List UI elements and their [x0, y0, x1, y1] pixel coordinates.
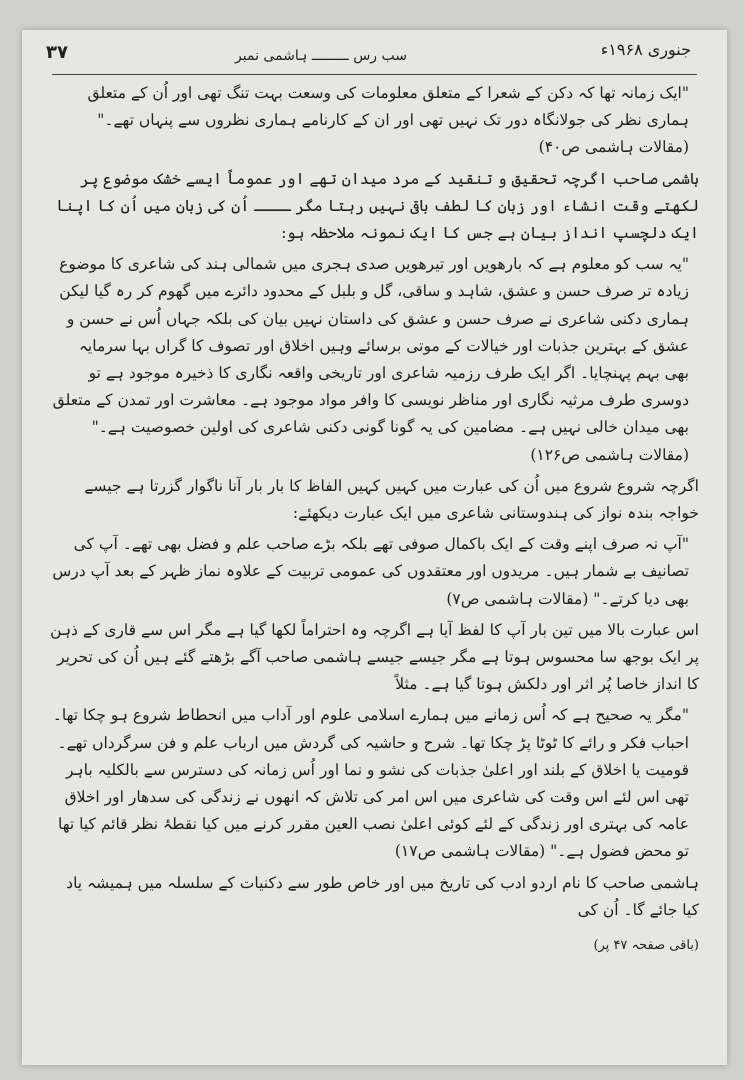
body-paragraph: اگرچہ شروع شروع میں اُن کی عبارت میں کہیں کہیں الفاظ کا بار بار آنا ناگوار گزرتا ہے جیسے خواجہ بندہ نواز کی ہندوستانی شاعری میں ایک عبارت دیکھئے: [84, 476, 699, 523]
document-page [22, 30, 727, 1065]
body-paragraph: اس عبارت بالا میں تین بار آپ کا لفظ آیا ہے اگرچہ وہ احتراماً لکھا گیا ہے مگر اس سے قاری کے ذہن پر ایک بوجھ سا محسوس ہوتا ہے مگر جیسے جیسے ہاشمی صاحب آگے بڑھتے گئے ہیں اُن کی تحریر کا انداز خاصا پُر اثر اور دلکش ہوتا گیا ہے۔ مثلاً [50, 620, 699, 694]
issue-date: جنوری ۱۹۶۸ء [600, 40, 691, 59]
journal-name: سب رس [353, 48, 407, 64]
body-paragraph: ہاشمی صاحب کا نام اردو ادب کی تاریخ میں اور خاص طور سے دکنیات کے سلسلہ میں ہمیشہ یاد کیا جائے گا۔ اُن کی [66, 873, 699, 919]
page-header [22, 40, 727, 72]
continued-note: (باقی صفحہ ۴۷ پر) [593, 938, 699, 954]
quote-paragraph: "ایک زمانہ تھا کہ دکن کے شعرا کے متعلق معلومات کی وسعت بہت تنگ تھی اور اُن کے متعلق ہماری نظر کی جولانگاہ دور تک نہیں تھی اور ان کے کارنامے ہماری نظروں سے پنہاں تھے۔" (مقالات ہاشمی ص۴۰) [87, 84, 689, 157]
page-number: ۳۷ [46, 42, 68, 63]
quote-paragraph: "آپ نہ صرف اپنے وقت کے ایک باکمال صوفی تھے بلکہ بڑے صاحب علم و فضل بھی تھے۔ آپ کی تصانیف بے شمار ہیں۔ مریدوں اور معتقدوں کی عمومی تربیت کے علاوہ نماز ظہر کے بعد آپ درس بھی دیا کرتے۔" (مقالات ہاشمی ص۷) [52, 535, 689, 608]
issue-name: ہاشمی نمبر [235, 48, 308, 64]
body-paragraph: ہاشمی صاحب اگرچہ تحقیق و تنقید کے مرد میدان تھے اور عموماً ایسے خشک موضوع پر لکھتے وقت انشاء اور زبان کا لطف باقی نہیں رہتا مگر ــــ اُن کی زبان میں اُن کا اپنا ایک دلچسپ انداز بیان ہے جس کا ایک نمونہ ملاحظہ ہو: [56, 169, 699, 243]
quote-paragraph: "مگر یہ صحیح ہے کہ اُس زمانے میں ہمارے اسلامی علوم اور آداب میں انحطاط شروع ہو چکا تھا۔ احباب فکر و رائے کا ٹوٹا پڑ چکا تھا۔ شرح و حاشیہ کی گردش میں ارباب علم و فن سرگرداں تھے۔ قومیت یا اخلاق کے بلند اور اعلیٰ جذبات کی نشو و نما اور اُس زمانہ کی دسترس سے بالکلیہ باہر تھی اس لئے اس وقت کی شاعری میں اس امر کی تلاش کہ انھوں نے زندگی کی سدھار اور اخلاق عامہ کی بہتری اور زندگی کے لئے کوئی اعلیٰ نصب العین مقرر کرنے میں کیا نقطۂ نظر قائم کیا تھا تو محض فضول ہے۔" (مقالات ہاشمی ص۱۷) [52, 706, 689, 861]
quote-paragraph: "یہ سب کو معلوم ہے کہ بارھویں اور تیرھویں صدی ہجری میں شمالی ہند کی شاعری کا موضوع زیادہ تر صرف حسن و عشق، شاہد و ساقی، گل و بلبل کے محدود دائرے میں گھوم کر رہ گیا لیکن ہماری دکنی شاعری نے صرف حسن و عشق کی داستان نہیں بیان کی بلکہ جہاں اُس نے حسن و عشق کے بہترین جذبات اور خیالات کے موتی برسائے وہیں اخلاق اور تصوف کا گراں بہا سرمایہ بھی بہم پہنچایا۔ اگر ایک طرف رزمیہ شاعری اور تاریخی واقعہ نگاری کا ذخیرہ موجود ہے تو دوسری طرف مرثیہ نگاری اور مناظر نویسی کا وافر مواد موجود ہے۔ معاشرت اور تمدن کے متعلق بھی میدان خالی نہیں ہے۔ مضامین کی یہ گونا گونی دکنی شاعری کی اولین خصوصیت ہے۔" (مقالات ہاشمی ص۱۲۶) [52, 255, 689, 464]
header-rule [52, 74, 697, 75]
journal-title: سب رس ـــــــــ ہاشمی نمبر [235, 48, 407, 64]
article-body [50, 80, 699, 959]
